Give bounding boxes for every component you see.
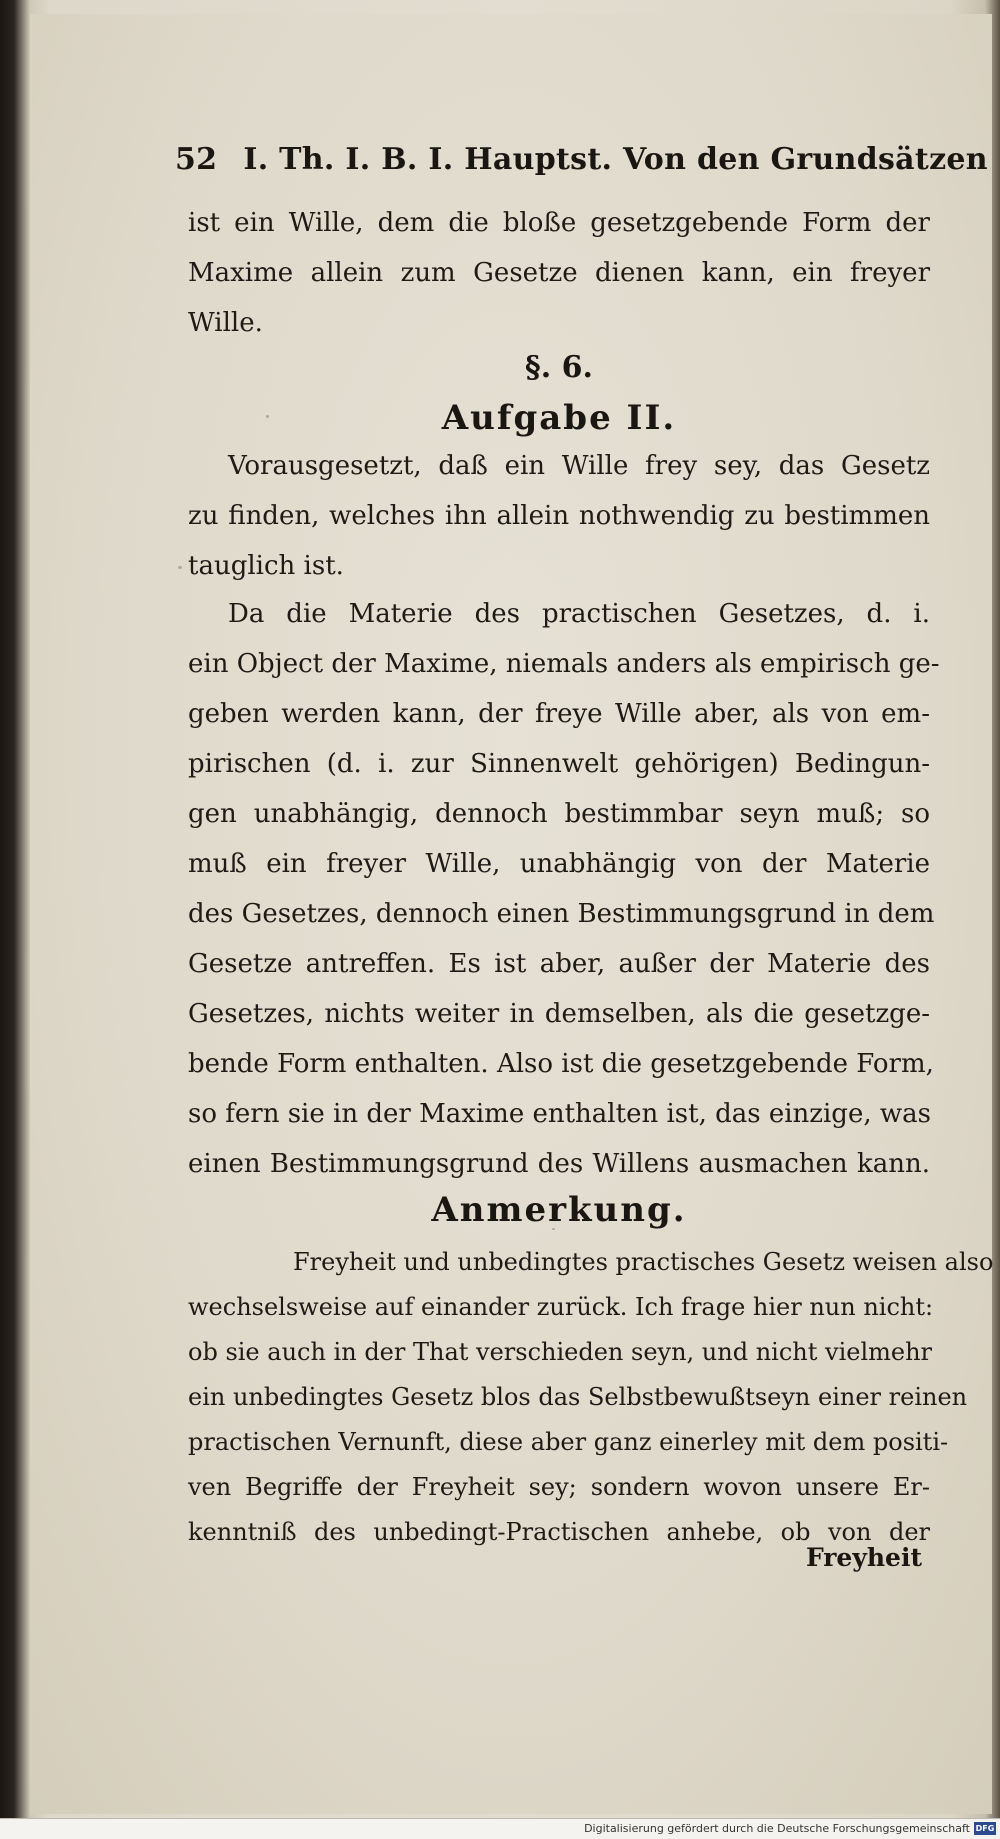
text-line: ein Object der Maxime, niemals anders als empirisch ge- [188,649,940,679]
text-line: wechselsweise auf einander zurück. Ich frage hier nun nicht: [188,1293,934,1321]
text-line: ob sie auch in der That verschieden seyn, und nicht vielmehr [188,1338,933,1366]
section-title: Aufgabe II. [441,398,677,438]
text-line: ven Begriffe der Freyheit sey; sondern wovon unsere Er- [188,1473,930,1501]
running-head-title: I. Th. I. B. I. Hauptst. Von den Grundsätzen [243,142,988,177]
paper-speck [178,566,182,569]
text-line: kenntniß des unbedingt-Practischen anhebe, ob von der [188,1518,930,1546]
text-line: Freyheit und unbedingtes practisches Gesetz weisen also [293,1248,994,1276]
text-line: Wille. [188,308,263,338]
text-line: geben werden kann, der freye Wille aber, als von em- [188,699,930,729]
section-number: §. 6. [525,350,593,385]
text-line: pirischen (d. i. zur Sinnenwelt gehörigen) Bedingun- [188,749,930,779]
note-heading: Anmerkung. [431,1190,687,1230]
text-line: Gesetze antreffen. Es ist aber, außer der Materie des [188,949,930,979]
text-line: tauglich ist. [188,551,344,581]
running-header [175,142,988,177]
text-line: des Gesetzes, dennoch einen Bestimmungsgrund in dem [188,899,935,929]
text-line: gen unabhängig, dennoch bestimmbar seyn muß; so [188,799,930,829]
text-line: Gesetzes, nichts weiter in demselben, als die gesetzge- [188,999,930,1029]
dfg-logo: DFG [975,1824,995,1833]
text-line: so fern sie in der Maxime enthalten ist, das einzige, was [188,1099,931,1129]
footer-bar [0,1818,1000,1839]
catchword: Freyheit [805,1543,922,1572]
text-line: einen Bestimmungsgrund des Willens ausmachen kann. [188,1149,930,1179]
text-line: Da die Materie des practischen Gesetzes, d. i. [228,599,930,629]
text-line: ist ein Wille, dem die bloße gesetzgebende Form der [188,208,930,238]
text-line: muß ein freyer Wille, unabhängig von der Materie [188,849,930,879]
text-line: Vorausgesetzt, daß ein Wille frey sey, das Gesetz [228,451,930,481]
text-line: practischen Vernunft, diese aber ganz einerley mit dem positi- [188,1428,949,1456]
funding-credit: Digitalisierung gefördert durch die Deutsche Forschungsgemeinschaft [584,1822,970,1835]
text-line: Maxime allein zum Gesetze dienen kann, ein freyer [188,258,930,288]
text-line: ein unbedingtes Gesetz blos das Selbstbewußtseyn einer reinen [188,1383,968,1411]
page-number: 52 [175,142,218,177]
text-line: zu finden, welches ihn allein nothwendig zu bestimmen [188,501,930,531]
text-line: bende Form enthalten. Also ist die gesetzgebende Form, [188,1049,934,1079]
